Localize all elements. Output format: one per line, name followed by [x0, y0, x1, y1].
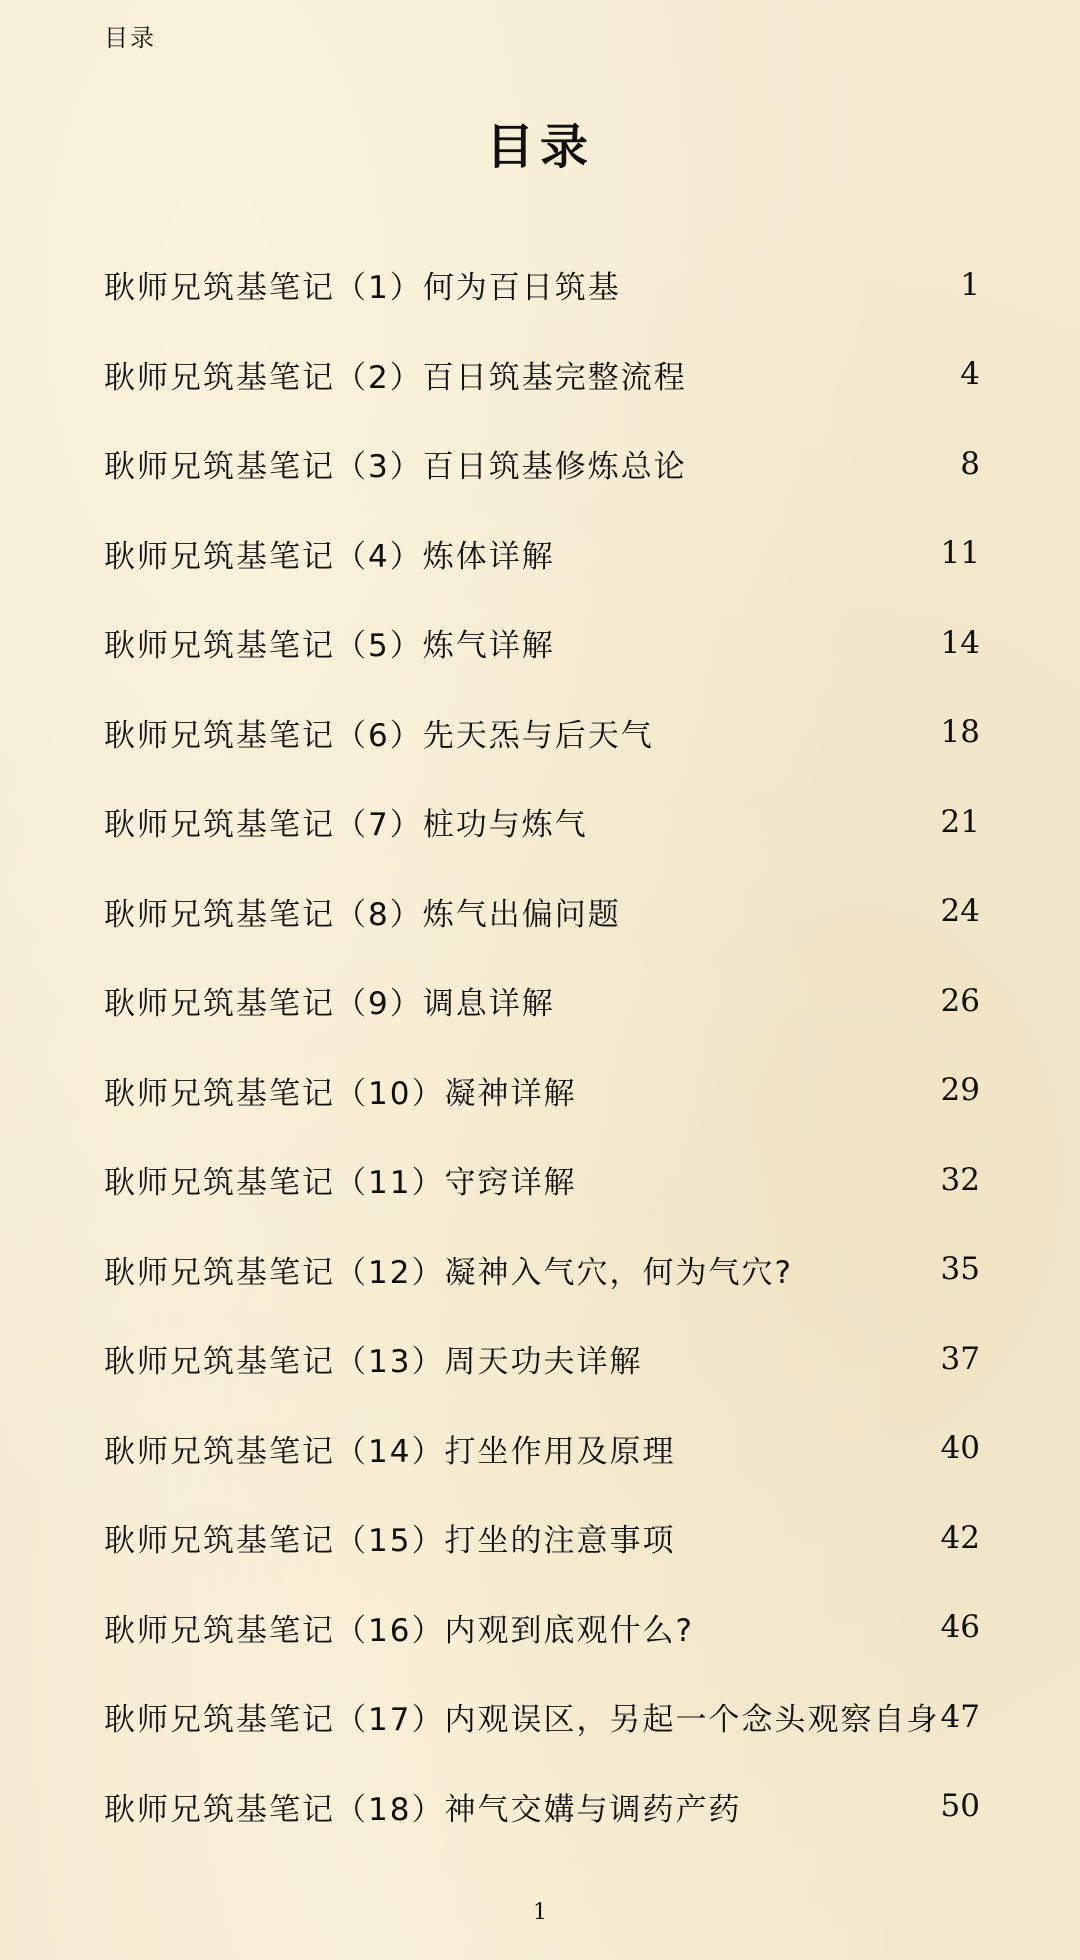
toc-entry-title: 耿师兄筑基笔记（15）打坐的注意事项: [104, 1523, 676, 1560]
toc-entry-page: 46: [940, 1609, 980, 1646]
toc-entry-title: 耿师兄筑基笔记（6）先天炁与后天气: [104, 717, 654, 754]
toc-entry-title: 耿师兄筑基笔记（2）百日筑基完整流程: [104, 359, 687, 396]
toc-entry-page: 24: [940, 893, 980, 930]
toc-entry[interactable]: [104, 598, 980, 688]
toc-entry-title: 耿师兄筑基笔记（8）炼气出偏问题: [104, 896, 621, 933]
toc-entry-title: 耿师兄筑基笔记（16）内观到底观什么?: [104, 1612, 694, 1649]
toc-entry[interactable]: [104, 1493, 980, 1583]
toc-entry[interactable]: [104, 867, 980, 957]
toc-entry-page: 26: [940, 982, 980, 1019]
toc-entry-page: 14: [940, 624, 980, 661]
running-head: 目录: [104, 24, 156, 52]
toc-entry-title: 耿师兄筑基笔记（18）神气交媾与调药产药: [104, 1791, 742, 1828]
toc-entry-page: 1: [960, 266, 980, 303]
toc-entry-title: 耿师兄筑基笔记（12）凝神入气穴，何为气穴?: [104, 1254, 793, 1291]
toc-entry-page: 4: [960, 356, 980, 393]
toc-entry[interactable]: [104, 1672, 980, 1762]
toc-entry[interactable]: [104, 777, 980, 867]
toc-entry-page: 18: [940, 714, 980, 751]
toc-entry[interactable]: [104, 509, 980, 599]
toc-entry-title: 耿师兄筑基笔记（5）炼气详解: [104, 628, 555, 665]
toc-entry-page: 42: [940, 1519, 980, 1556]
toc-entry-page: 47: [940, 1698, 980, 1735]
table-of-contents: [104, 240, 980, 1851]
toc-entry-page: 40: [940, 1430, 980, 1467]
toc-entry-title: 耿师兄筑基笔记（1）何为百日筑基: [104, 270, 621, 307]
toc-entry[interactable]: [104, 1314, 980, 1404]
toc-entry-page: 35: [940, 1251, 980, 1288]
toc-entry-title: 耿师兄筑基笔记（17）内观误区，另起一个念头观察自身: [104, 1702, 940, 1739]
toc-entry[interactable]: [104, 1762, 980, 1852]
toc-entry-title: 耿师兄筑基笔记（10）凝神详解: [104, 1075, 577, 1112]
toc-entry[interactable]: [104, 1583, 980, 1673]
toc-entry[interactable]: [104, 1404, 980, 1494]
toc-entry-title: 耿师兄筑基笔记（3）百日筑基修炼总论: [104, 449, 687, 486]
toc-entry-title: 耿师兄筑基笔记（7）桩功与炼气: [104, 807, 588, 844]
toc-entry-page: 32: [940, 1161, 980, 1198]
page-number: 1: [533, 1900, 547, 1925]
toc-entry-page: 8: [960, 445, 980, 482]
toc-entry-title: 耿师兄筑基笔记（11）守窍详解: [104, 1165, 577, 1202]
toc-entry-title: 耿师兄筑基笔记（14）打坐作用及原理: [104, 1433, 676, 1470]
toc-entry[interactable]: [104, 1225, 980, 1315]
toc-entry[interactable]: [104, 956, 980, 1046]
toc-entry[interactable]: [104, 419, 980, 509]
toc-entry[interactable]: [104, 1135, 980, 1225]
toc-entry-page: 37: [940, 1340, 980, 1377]
toc-entry[interactable]: [104, 330, 980, 420]
toc-entry-page: 21: [940, 803, 980, 840]
toc-entry[interactable]: [104, 240, 980, 330]
toc-entry[interactable]: [104, 1046, 980, 1136]
toc-entry-title: 耿师兄筑基笔记（9）调息详解: [104, 986, 555, 1023]
page-title: 目录: [485, 119, 594, 175]
toc-entry-title: 耿师兄筑基笔记（13）周天功夫详解: [104, 1344, 643, 1381]
toc-entry-page: 29: [940, 1072, 980, 1109]
toc-entry-title: 耿师兄筑基笔记（4）炼体详解: [104, 538, 555, 575]
toc-entry-page: 11: [940, 535, 980, 572]
toc-entry[interactable]: [104, 688, 980, 778]
toc-entry-page: 50: [940, 1788, 980, 1825]
